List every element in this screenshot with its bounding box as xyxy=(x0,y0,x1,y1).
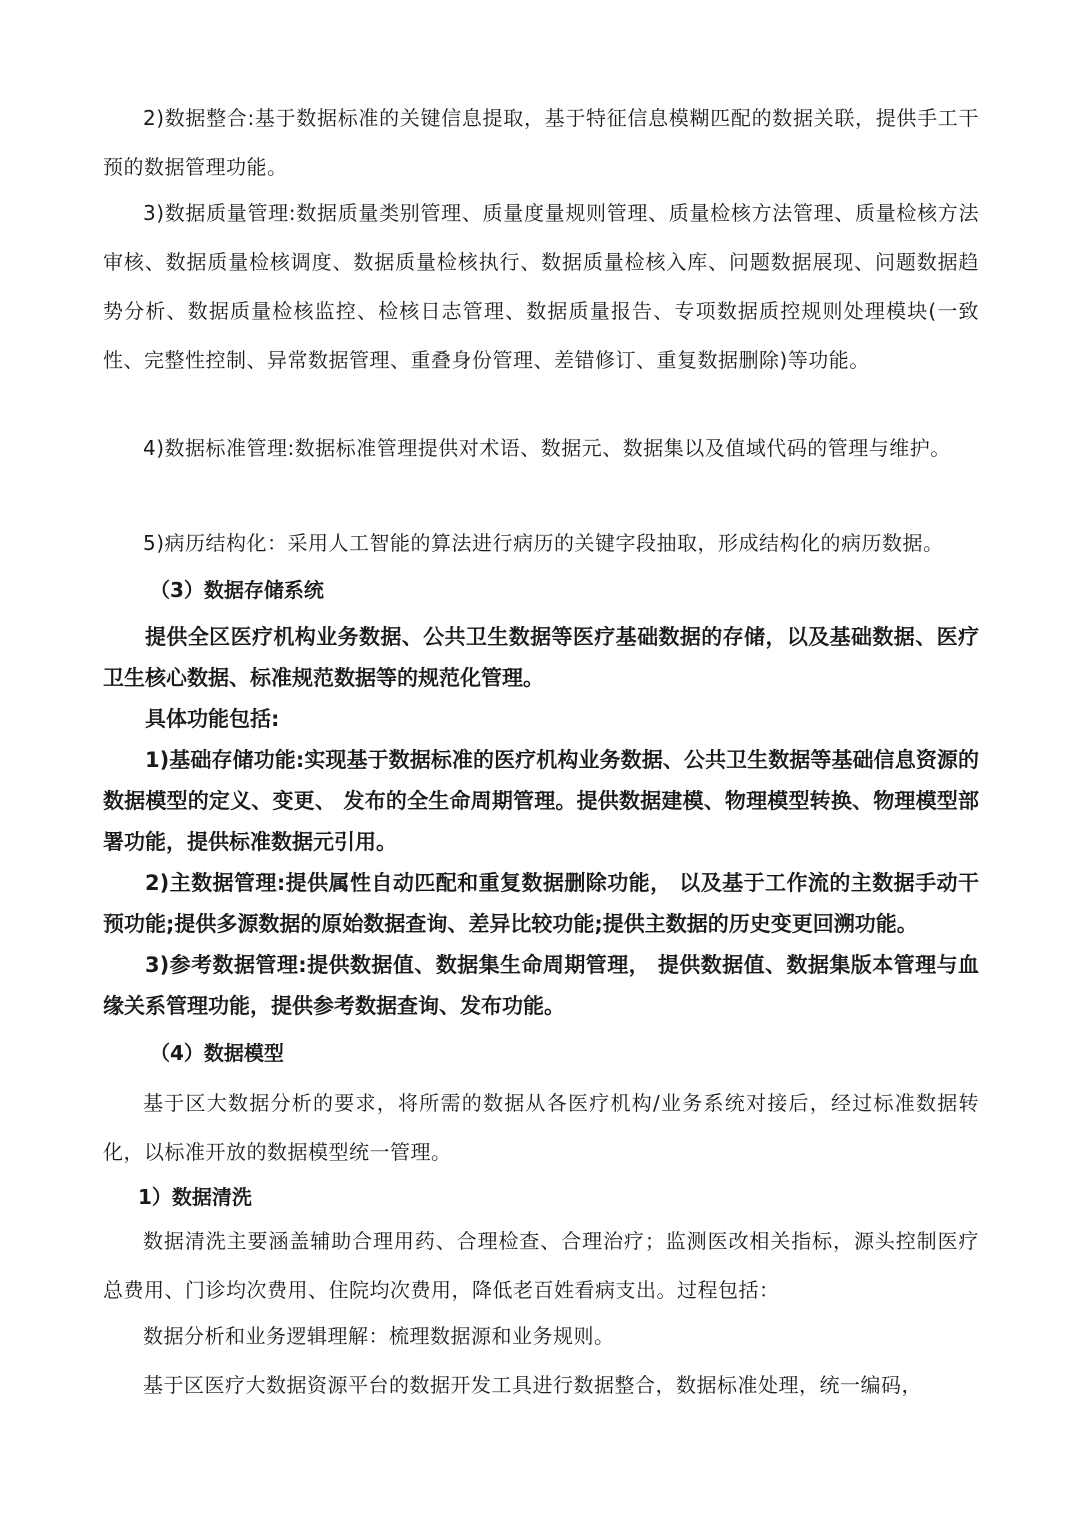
paragraph-basic-storage: 1)基础存储功能:实现基于数据标准的医疗机构业务数据、公共卫生数据等基础信息资源的数据模型的定义、变更、 发布的全生命周期管理。提供数据建模、物理模型转换、物理模型部署功能，提供标准数据元引用。 xyxy=(103,748,979,854)
subheading-data-cleaning: 1）数据清洗 xyxy=(138,1185,252,1209)
paragraph-data-standard-management: 4)数据标准管理:数据标准管理提供对术语、数据元、数据集以及值域代码的管理与维护。 xyxy=(143,436,951,460)
paragraph-data-model-intro: 基于区大数据分析的要求，将所需的数据从各医疗机构/业务系统对接后，经过标准数据转化，以标准开放的数据模型统一管理。 xyxy=(103,1091,979,1164)
section-heading-data-storage-system: （3）数据存储系统 xyxy=(150,578,324,602)
section-heading-data-model: （4）数据模型 xyxy=(150,1041,284,1065)
paragraph-storage-intro: 提供全区医疗机构业务数据、公共卫生数据等医疗基础数据的存储，以及基础数据、医疗卫生核心数据、标准规范数据等的规范化管理。 xyxy=(103,625,979,690)
paragraph-data-cleaning-intro: 数据清洗主要涵盖辅助合理用药、合理检查、合理治疗；监测医改相关指标，源头控制医疗总费用、门诊均次费用、住院均次费用，降低老百姓看病支出。过程包括： xyxy=(103,1229,979,1302)
paragraph-data-integration-step: 基于区医疗大数据资源平台的数据开发工具进行数据整合，数据标准处理，统一编码， xyxy=(143,1373,922,1397)
paragraph-functions-include: 具体功能包括: xyxy=(145,707,280,731)
paragraph-master-data-management: 2)主数据管理:提供属性自动匹配和重复数据删除功能， 以及基于工作流的主数据手动干预功能;提供多源数据的原始数据查询、差异比较功能;提供主数据的历史变更回溯功能。 xyxy=(103,871,979,936)
paragraph-emr-structuring: 5)病历结构化：采用人工智能的算法进行病历的关键字段抽取，形成结构化的病历数据。 xyxy=(143,531,944,555)
paragraph-data-analysis-step: 数据分析和业务逻辑理解：梳理数据源和业务规则。 xyxy=(143,1324,615,1348)
paragraph-data-integration: 2)数据整合:基于数据标准的关键信息提取，基于特征信息模糊匹配的数据关联，提供手工干预的数据管理功能。 xyxy=(103,106,979,179)
paragraph-data-quality-management: 3)数据质量管理:数据质量类别管理、质量度量规则管理、质量检核方法管理、质量检核方法审核、数据质量检核调度、数据质量检核执行、数据质量检核入库、问题数据展现、问题数据趋势分析、数据质量检核监控、检核日志管理、数据质量报告、专项数据质控规则处理模块(一致性、完整性控制、异常数据管理、重叠身份管理、差错修订、重复数据删除)等功能。 xyxy=(103,201,979,372)
paragraph-reference-data-management: 3)参考数据管理:提供数据值、数据集生命周期管理， 提供数据值、数据集版本管理与血缘关系管理功能，提供参考数据查询、发布功能。 xyxy=(103,953,979,1018)
